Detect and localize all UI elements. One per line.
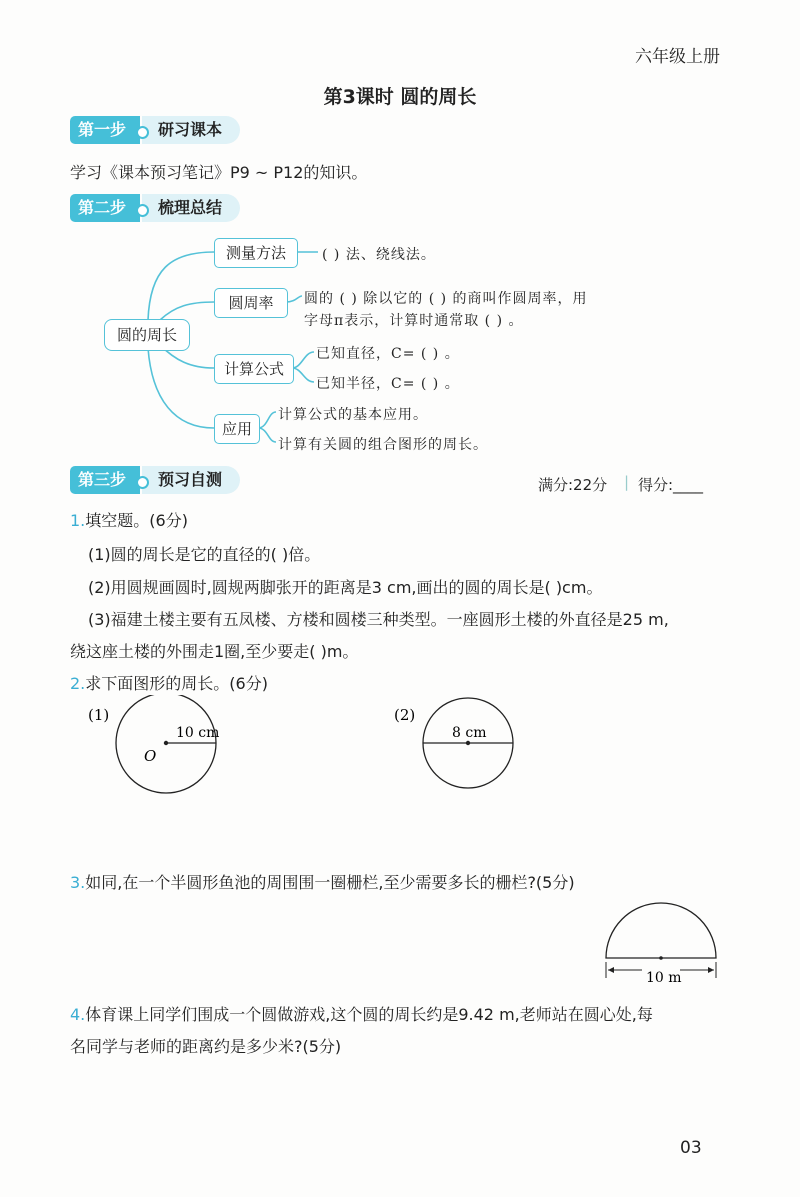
step3-badge: 第三步	[70, 466, 140, 494]
mindmap-connectors	[0, 0, 800, 470]
q2-title: 求下面图形的周长。(6分)	[85, 674, 268, 693]
q2-figures	[80, 695, 540, 805]
q3-center-dot	[659, 956, 663, 960]
fig1-center-dot	[164, 741, 168, 745]
q3-semicircle	[606, 903, 716, 958]
fig2-center-dot	[466, 741, 470, 745]
step1-text: 学习《课本预习笔记》P9 ~ P12的知识。	[70, 163, 368, 182]
q3-heading	[70, 870, 575, 893]
step3-title: 预习自测	[142, 466, 240, 494]
mindmap-measure-text: ( ) 法、绕线法。	[322, 247, 436, 263]
q1-part1: (1)圆的周长是它的直径的( )倍。	[88, 545, 321, 564]
fig1-center-label: O	[144, 747, 157, 765]
q1-part3-line1: (3)福建土楼主要有五凤楼、方楼和圆楼三种类型。一座圆形土楼的外直径是25 m,	[88, 610, 669, 629]
mindmap-apply-2: 计算有关圆的组合图形的周长。	[278, 437, 488, 453]
q1-part2: (2)用圆规画圆时,圆规两脚张开的距离是3 cm,画出的圆的周长是( )cm。	[88, 578, 603, 597]
step2-badge: 第二步	[70, 194, 140, 222]
mindmap-root: 圆的周长	[104, 319, 190, 351]
mindmap-apply-1: 计算公式的基本应用。	[278, 407, 428, 423]
q2-heading	[70, 671, 268, 694]
fig1-label: (1)	[88, 706, 110, 724]
q4-number: 4.	[70, 1005, 86, 1024]
mindmap-branch-pi: 圆周率	[214, 288, 288, 318]
q4-title-line1: 体育课上同学们围成一个圆做游戏,这个圆的周长约是9.42 m,老师站在圆心处,每	[85, 1005, 653, 1024]
score-field: 得分:____	[638, 476, 704, 494]
fig2-diameter-label: 8 cm	[452, 725, 487, 741]
q4-heading	[70, 1002, 653, 1025]
mindmap-branch-formula: 计算公式	[214, 354, 294, 384]
step1-badge: 第一步	[70, 116, 140, 144]
mindmap-branch-measure: 测量方法	[214, 238, 298, 268]
q1-title: 填空题。(6分)	[85, 511, 188, 530]
score-divider: |	[624, 473, 630, 491]
q3-title: 如同,在一个半圆形鱼池的周围围一圈栅栏,至少需要多长的栅栏?(5分)	[85, 873, 575, 892]
step2-title: 梳理总结	[142, 194, 240, 222]
q3-number: 3.	[70, 873, 86, 892]
page-number: 03	[680, 1138, 702, 1158]
q4-title-line2: 名同学与老师的距离约是多少米?(5分)	[70, 1037, 342, 1056]
step1-title: 研习课本	[142, 116, 240, 144]
mindmap-pi-text-2: 字母π表示，计算时通常取 ( ) 。	[304, 313, 524, 329]
q1-number: 1.	[70, 511, 86, 530]
fig1-radius-label: 10 cm	[176, 725, 220, 741]
mindmap-formula-radius: 已知半径，C= ( ) 。	[316, 376, 460, 392]
mindmap-formula-diameter: 已知直径，C= ( ) 。	[316, 346, 460, 362]
fig2-label: (2)	[394, 706, 416, 724]
grade-label: 六年级上册	[635, 47, 720, 67]
mindmap-branch-apply: 应用	[214, 414, 260, 444]
full-score: 满分:22分	[538, 476, 608, 494]
page-title: 第3课时 圆的周长	[323, 86, 477, 108]
q3-diameter-label: 10 m	[646, 970, 682, 986]
q1-part3-line2: 绕这座土楼的外围走1圈,至少要走( )m。	[70, 642, 359, 661]
q1-heading	[70, 508, 188, 531]
step3-header	[70, 466, 250, 496]
step3-dot	[136, 476, 149, 489]
q3-semicircle-figure	[596, 898, 726, 988]
q2-number: 2.	[70, 674, 86, 693]
mindmap-pi-text-1: 圆的 ( ) 除以它的 ( ) 的商叫作圆周率，用	[304, 291, 588, 307]
